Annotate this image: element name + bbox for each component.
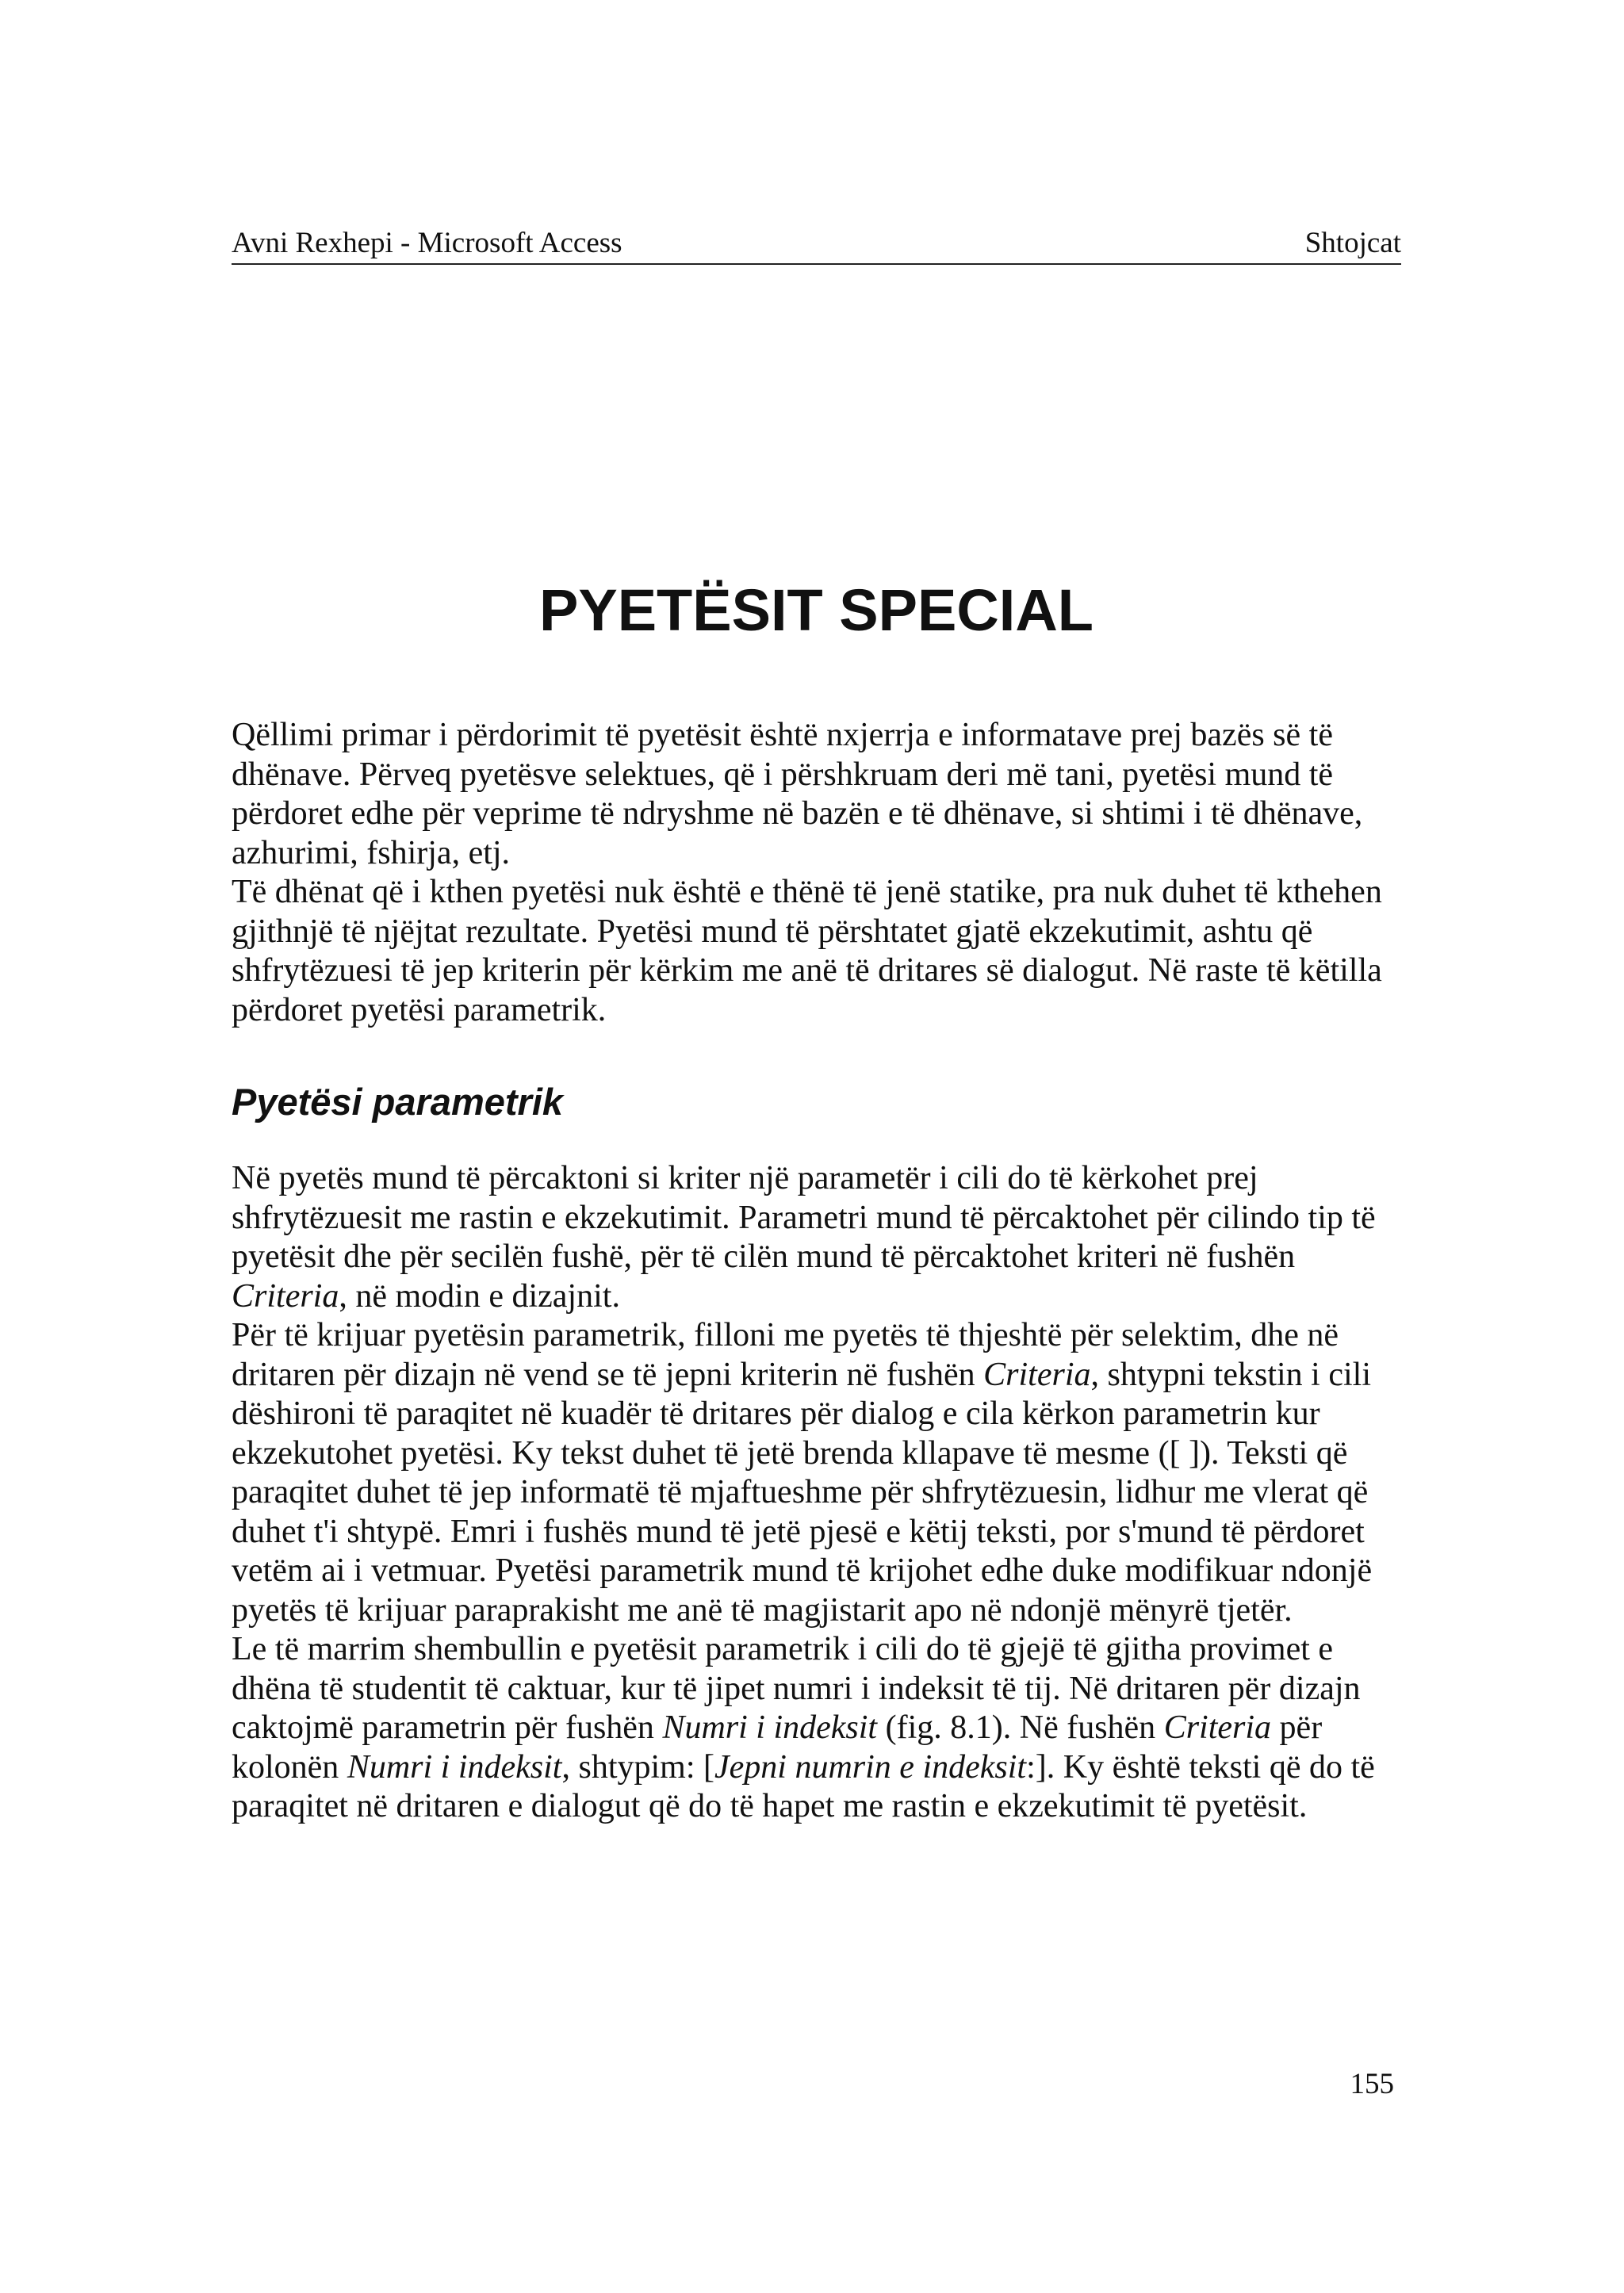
intro-paragraph-2: Të dhënat që i kthen pyetësi nuk është e thënë të jenë statike, pra nuk duhet të kthehen gjithnjë të njëjtat rezultate. Pyetësi mund të përshtatet gjatë ekzekutimit, ashtu që shfrytëzuesi të jep kriterin për kërkim me anë të dritares së dialogut. Në raste të këtilla përdoret pyetësi parametrik.: [232, 874, 1382, 1028]
section-paragraph-2: Për të krijuar pyetësin parametrik, filloni me pyetës të thjeshtë për selektim, dhe në dritaren për dizajn në vend se të jepni kriterin në fushën Criteria, shtypni tekstin i cili dëshironi të paraqitet në kuadër të dritares për dialog e cila kërkon parametrin kur ekzekutohet pyetësi. Ky tekst duhet të jetë brenda kllapave të mesme ([ ]). Teksti që paraqitet duhet të jep informatë të mjaftueshme për shfrytëzuesin, lidhur me vlerat që duhet t'i shtypë. Emri i fushës mund të jetë pjesë e këtij teksti, por s'mund të përdoret vetëm ai i vetmuar. Pyetësi parametrik mund të krijohet edhe duke modifikuar ndonjë pyetës të krijuar paraprakisht me anë të magjistarit apo në ndonjë mënyrë tjetër.: [232, 1317, 1373, 1629]
section-paragraph-1: Në pyetës mund të përcaktoni si kriter një parametër i cili do të kërkohet prej shfrytëzuesit me rastin e ekzekutimit. Parametri mund të përcaktohet për cilindo tip të pyetësit dhe për secilën fushë, për të cilën mund të përcaktohet kriteri në fushën Criteria, në modin e dizajnit.: [232, 1160, 1376, 1315]
intro-paragraph-1: Qëllimi primar i përdorimit të pyetësit është nxjerrja e informatave prej bazës së të dhënave. Përveq pyetësve selektues, që i përshkruam deri më tani, pyetësi mund të përdoret edhe për veprime të ndryshme në bazën e të dhënave, si shtimi i të dhënave, azhurimi, fshirja, etj.: [232, 717, 1363, 871]
header-author-title: Avni Rexhepi - Microsoft Access: [232, 227, 622, 259]
section-text: [232, 1159, 1401, 1827]
chapter-title: PYETËSIT SPECIAL: [538, 577, 1094, 643]
page-number: 155: [1350, 2068, 1394, 2100]
section-heading: Pyetësi parametrik: [232, 1081, 564, 1123]
running-header: [232, 224, 1401, 265]
intro-text: [232, 716, 1401, 1030]
section-paragraph-3: Le të marrim shembullin e pyetësit parametrik i cili do të gjejë të gjitha provimet e dhëna të studentit të caktuar, kur të jipet numri i indeksit të tij. Në dritaren për dizajn caktojmë parametrin për fushën Numri i indeksit (fig. 8.1). Në fushën Criteria për kolonën Numri i indeksit, shtypim: [Jepni numrin e indeksit:]. Ky është teksti që do të paraqitet në dritaren e dialogut që do të hapet me rastin e ekzekutimit të pyetësit.: [232, 1631, 1375, 1824]
header-section-name: Shtojcat: [1304, 227, 1401, 259]
